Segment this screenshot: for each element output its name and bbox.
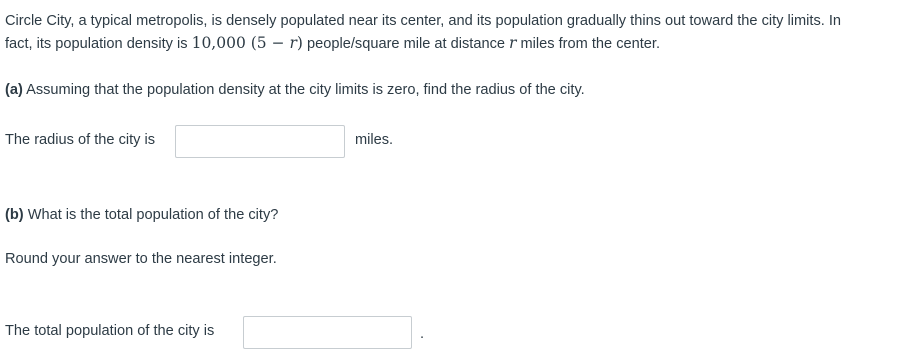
density-formula: 10,000 (5 − [191, 34, 290, 52]
part-a-question-text: Assuming that the population density at the city limits is zero, find the radius of the city. [22, 82, 585, 98]
part-b-instruction [5, 248, 277, 270]
rounding-instruction: Round your answer to the nearest integer. [5, 251, 277, 267]
radius-prompt: The radius of the city is [5, 132, 156, 148]
part-b-tag: (b) [5, 207, 24, 223]
density-variable: r [289, 34, 297, 52]
intro-text-2b: people/square mile at distance [302, 36, 510, 52]
population-prompt: The total population of the city is [5, 323, 215, 339]
density-formula-close: ) [296, 34, 303, 52]
distance-variable: r [509, 34, 517, 52]
intro-line-2 [5, 32, 660, 55]
part-b-question [5, 204, 278, 226]
intro-text-2a: fact, its population density is [5, 36, 192, 52]
intro-text-1: Circle City, a typical metropolis, is densely populated near its center, and its population gradually thins out toward the city limits. In [5, 13, 842, 29]
part-a-question [5, 79, 585, 101]
population-trailing-period: . [420, 326, 425, 342]
part-b-question-text: What is the total population of the city? [23, 207, 279, 223]
intro-text-2c: miles from the center. [516, 36, 661, 52]
radius-unit: miles. [355, 132, 394, 148]
intro-line-1 [5, 10, 841, 32]
radius-answer-input[interactable] [175, 125, 345, 158]
part-a-tag: (a) [5, 82, 23, 98]
population-answer-input[interactable] [243, 316, 412, 349]
